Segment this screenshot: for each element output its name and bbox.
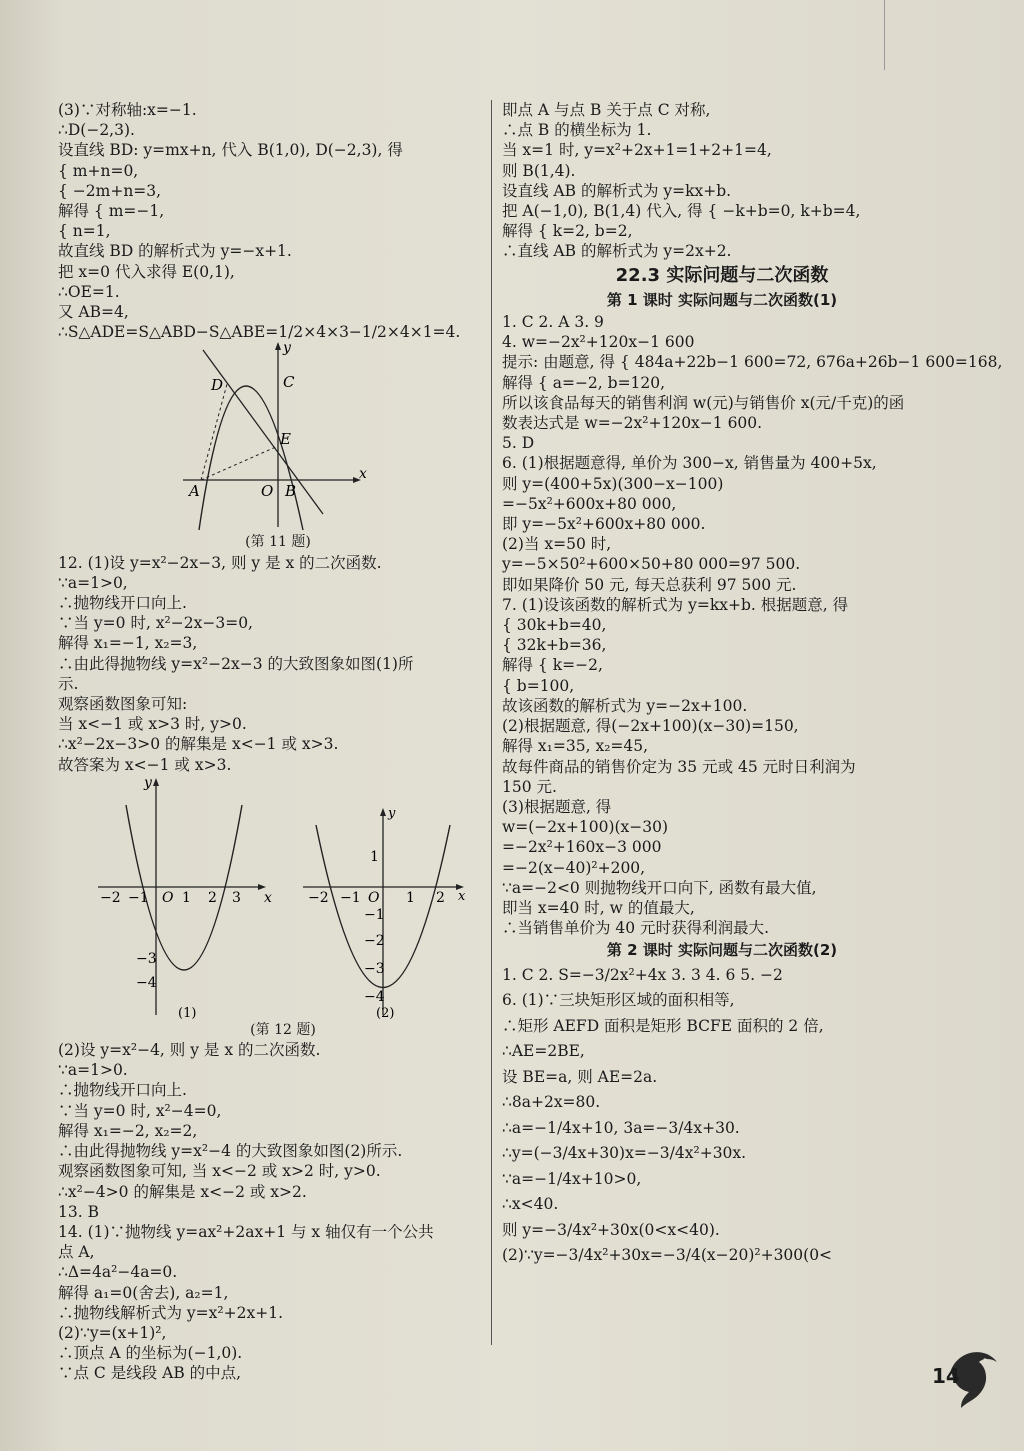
figure-12-graphs	[98, 775, 468, 1020]
fig11-label-d: D	[211, 376, 224, 395]
lesson-1-title: 第 1 课时 实际问题与二次函数(1)	[606, 290, 838, 309]
text-line: ∴矩形 AEFD 面积是矩形 BCFE 面积的 2 倍,	[502, 1016, 824, 1035]
fig12-sub-caption-1: (1)	[178, 1005, 197, 1020]
g2-tick-1: 1	[406, 889, 415, 906]
fig11-label-c: C	[283, 373, 295, 392]
text-line: ∴x²−4>0 的解集是 x<−2 或 x>2.	[58, 1182, 307, 1201]
fig11-label-b: B	[285, 482, 297, 501]
right-block-1	[502, 100, 942, 262]
fig11-dash-ae	[201, 446, 278, 480]
text-line: ∵当 y=0 时, x²−4=0,	[58, 1101, 222, 1120]
text-line: 7. (1)设该函数的解析式为 y=kx+b. 根据题意, 得	[502, 595, 849, 614]
text-line: 解得 { m=−1,	[58, 202, 165, 221]
text-line: ∴顶点 A 的坐标为(−1,0).	[58, 1344, 243, 1363]
text-line: ∴x²−2x−3>0 的解集是 x<−1 或 x>3.	[58, 735, 339, 754]
text-line: (2)设 y=x²−4, 则 y 是 x 的二次函数.	[58, 1041, 321, 1060]
text-line: (2)∵y=(x+1)²,	[58, 1323, 167, 1342]
text-line: ∴8a+2x=80.	[502, 1093, 601, 1112]
text-line: ∴Δ=4a²−4a=0.	[58, 1263, 178, 1282]
text-line: 即 y=−5x²+600x+80 000.	[502, 515, 706, 534]
g1-tick-1: 1	[182, 889, 191, 906]
text-line: ∵当 y=0 时, x²−2x−3=0,	[58, 614, 253, 633]
text-line: ∴抛物线开口向上.	[58, 1081, 187, 1100]
text-line: ∴由此得抛物线 y=x²−2x−3 的大致图象如图(1)所	[58, 654, 414, 673]
right-block-2	[502, 312, 1003, 938]
text-line: =−2x²+160x−3 000	[502, 838, 662, 857]
text-line: 解得 { a=−2, b=120,	[502, 373, 666, 392]
text-line: 设直线 BD: y=mx+n, 代入 B(1,0), D(−2,3), 得	[58, 141, 403, 160]
text-line: 1. C 2. A 3. 9	[502, 313, 604, 332]
lesson-2-title: 第 2 课时 实际问题与二次函数(2)	[606, 941, 838, 960]
g2-tick-y1: 1	[370, 848, 379, 865]
text-line: 14. (1)∵抛物线 y=ax²+2ax+1 与 x 轴仅有一个公共	[58, 1222, 434, 1241]
left-block-1	[58, 100, 478, 342]
text-line: 把 x=0 代入求得 E(0,1),	[58, 262, 235, 281]
text-line: ∴抛物线解析式为 y=x²+2x+1.	[58, 1303, 283, 1322]
left-block-2	[58, 553, 478, 775]
text-line: 12. (1)设 y=x²−2x−3, 则 y 是 x 的二次函数.	[58, 553, 382, 572]
text-line: 即当 x=40 时, w 的值最大,	[502, 898, 695, 917]
g2-tick-yneg2: −2	[364, 932, 385, 949]
text-line: { 32k+b=36,	[502, 636, 607, 655]
text-line: =−2(x−40)²+200,	[502, 858, 646, 877]
text-line: ∴S△ADE=S△ABD−S△ABE=1/2×4×3−1/2×4×1=4.	[58, 323, 461, 342]
fig11-dash-ad	[201, 384, 227, 480]
text-line: 故该函数的解析式为 y=−2x+100.	[502, 696, 748, 715]
text-line: { n=1,	[58, 222, 111, 241]
text-line: 故直线 BD 的解析式为 y=−x+1.	[58, 242, 292, 261]
page-edge-line	[884, 0, 885, 70]
text-line: (2)当 x=50 时,	[502, 535, 612, 554]
text-line: 提示: 由题意, 得 { 484a+22b−1 600=72, 676a+26b−1 600=168,	[502, 353, 1003, 372]
fig11-y-arrow	[275, 342, 281, 350]
text-line: ∴点 B 的横坐标为 1.	[502, 121, 652, 140]
g2-tick-neg2: −2	[308, 889, 329, 906]
fig12-graph-1	[98, 775, 272, 1015]
text-line: y=−5×50²+600×50+80 000=97 500.	[502, 555, 801, 574]
g2-tick-yneg4: −4	[364, 988, 385, 1005]
column-divider	[491, 100, 492, 1345]
fig12-graph-2	[303, 806, 466, 1015]
text-line: 解得 x₁=−1, x₂=3,	[58, 634, 198, 653]
text-line: =−5x²+600x+80 000,	[502, 494, 677, 513]
text-line: { −2m+n=3,	[58, 181, 162, 200]
text-line: 设 BE=a, 则 AE=2a.	[502, 1067, 658, 1086]
text-line: 13. B	[58, 1202, 99, 1221]
text-line: ∴直线 AB 的解析式为 y=2x+2.	[502, 242, 732, 261]
text-line: 4. w=−2x²+120x−1 600	[502, 333, 695, 352]
figure-11-caption: (第 11 题)	[245, 534, 311, 551]
fig11-label-a: A	[189, 482, 200, 501]
text-line: 所以该食品每天的销售利润 w(元)与销售价 x(元/千克)的函	[502, 393, 905, 412]
text-line: 解得 x₁=−2, x₂=2,	[58, 1121, 198, 1140]
text-line: 又 AB=4,	[58, 303, 129, 322]
text-line: 把 A(−1,0), B(1,4) 代入, 得 { −k+b=0, k+b=4,	[502, 202, 861, 221]
fig11-label-o: O	[261, 482, 274, 501]
page-number: 14	[932, 1364, 960, 1388]
g1-label-x: x	[264, 889, 272, 906]
left-column	[58, 100, 478, 1384]
text-line: 则 y=(400+5x)(300−x−100)	[502, 474, 724, 493]
text-line: ∴AE=2BE,	[502, 1042, 585, 1061]
text-line: 解得 a₁=0(舍去), a₂=1,	[58, 1283, 229, 1302]
g1-tick-neg1: −1	[128, 889, 149, 906]
text-line: ∵a=−1/4x+10>0,	[502, 1169, 642, 1188]
text-line: w=(−2x+100)(x−30)	[502, 818, 669, 837]
left-block-3	[58, 1040, 478, 1383]
figure-11	[183, 342, 373, 552]
text-line: ∴OE=1.	[58, 282, 120, 301]
text-line: { b=100,	[502, 676, 575, 695]
text-line: 设直线 AB 的解析式为 y=kx+b.	[502, 181, 732, 200]
g1-tick-neg3: −3	[136, 950, 157, 967]
text-line: 观察函数图象可知:	[58, 695, 188, 714]
figure-12-caption: (第 12 题)	[250, 1021, 316, 1038]
g2-tick-yneg1: −1	[364, 906, 385, 923]
text-line: 解得 { k=2, b=2,	[502, 222, 633, 241]
text-line: ∴y=(−3/4x+30)x=−3/4x²+30x.	[502, 1144, 747, 1163]
text-line: 当 x=1 时, y=x²+2x+1=1+2+1=4,	[502, 141, 772, 160]
text-line: 6. (1)∵三块矩形区域的面积相等,	[502, 991, 735, 1010]
g1-tick-neg4: −4	[136, 974, 157, 991]
text-line: (2)∵y=−3/4x²+30x=−3/4(x−20)²+300(0<	[502, 1246, 833, 1265]
text-line: ∴a=−1/4x+10, 3a=−3/4x+30.	[502, 1118, 740, 1137]
text-line: 数表达式是 w=−2x²+120x−1 600.	[502, 414, 763, 433]
text-line: 则 y=−3/4x²+30x(0<x<40).	[502, 1220, 720, 1239]
text-line: ∵点 C 是线段 AB 的中点,	[58, 1364, 242, 1383]
section-title: 22.3 实际问题与二次函数	[615, 264, 829, 286]
text-line: 150 元.	[502, 777, 557, 796]
text-line: (2)根据题意, 得(−2x+100)(x−30)=150,	[502, 717, 799, 736]
text-line: ∴D(−2,3).	[58, 121, 135, 140]
text-line: 当 x<−1 或 x>3 时, y>0.	[58, 715, 247, 734]
fig11-label-y: y	[283, 342, 291, 357]
text-line: 即点 A 与点 B 关于点 C 对称,	[502, 101, 711, 119]
g1-origin: O	[162, 889, 174, 906]
right-column	[502, 100, 1003, 1269]
text-line: { 30k+b=40,	[502, 616, 607, 635]
text-line: 解得 { k=−2,	[502, 656, 603, 675]
text-line: 即如果降价 50 元, 每天总获利 97 500 元.	[502, 575, 797, 594]
g2-origin: O	[368, 889, 380, 906]
g1-tick-neg2: −2	[100, 889, 121, 906]
text-line: 示.	[58, 674, 79, 693]
text-line: 故答案为 x<−1 或 x>3.	[58, 755, 232, 774]
text-line: 故每件商品的销售价定为 35 元或 45 元时日利润为	[502, 757, 856, 776]
text-line: 6. (1)根据题意得, 单价为 300−x, 销售量为 400+5x,	[502, 454, 877, 473]
fig11-label-x: x	[359, 466, 367, 483]
text-line: ∵a=1>0.	[58, 1061, 128, 1080]
text-line: 5. D	[502, 434, 535, 453]
text-line: 观察函数图象可知, 当 x<−2 或 x>2 时, y>0.	[58, 1162, 381, 1181]
g2-tick-neg1: −1	[340, 889, 361, 906]
text-line: ∴由此得抛物线 y=x²−4 的大致图象如图(2)所示.	[58, 1142, 403, 1161]
text-line: (3)∵对称轴:x=−1.	[58, 101, 197, 119]
g2-tick-2: 2	[436, 889, 445, 906]
right-block-3	[502, 963, 942, 1269]
figure-12	[98, 775, 468, 1040]
text-line: (3)根据题意, 得	[502, 797, 612, 816]
text-line: 则 B(1,4).	[502, 161, 576, 180]
text-line: 解得 x₁=35, x₂=45,	[502, 737, 649, 756]
text-line: 1. C 2. S=−3/2x²+4x 3. 3 4. 6 5. −2	[502, 965, 783, 984]
text-line: ∴抛物线开口向上.	[58, 594, 187, 613]
g1-tick-2: 2	[208, 889, 217, 906]
g1-tick-3: 3	[232, 889, 241, 906]
figure-11-graph	[183, 342, 373, 532]
text-line: ∴x<40.	[502, 1195, 559, 1214]
text-line: ∵a=−2<0 则抛物线开口向下, 函数有最大值,	[502, 878, 817, 897]
g2-label-x: x	[458, 888, 466, 904]
text-line: 点 A,	[58, 1243, 95, 1262]
g1-label-y: y	[144, 774, 152, 791]
fig11-label-e: E	[280, 430, 291, 449]
text-line: ∴当销售单价为 40 元时获得利润最大.	[502, 919, 770, 938]
fig12-sub-caption-2: (2)	[376, 1005, 395, 1020]
g2-tick-yneg3: −3	[364, 960, 385, 977]
text-line: ∵a=1>0,	[58, 573, 128, 592]
text-line: { m+n=0,	[58, 161, 139, 180]
g2-label-y: y	[388, 805, 396, 821]
